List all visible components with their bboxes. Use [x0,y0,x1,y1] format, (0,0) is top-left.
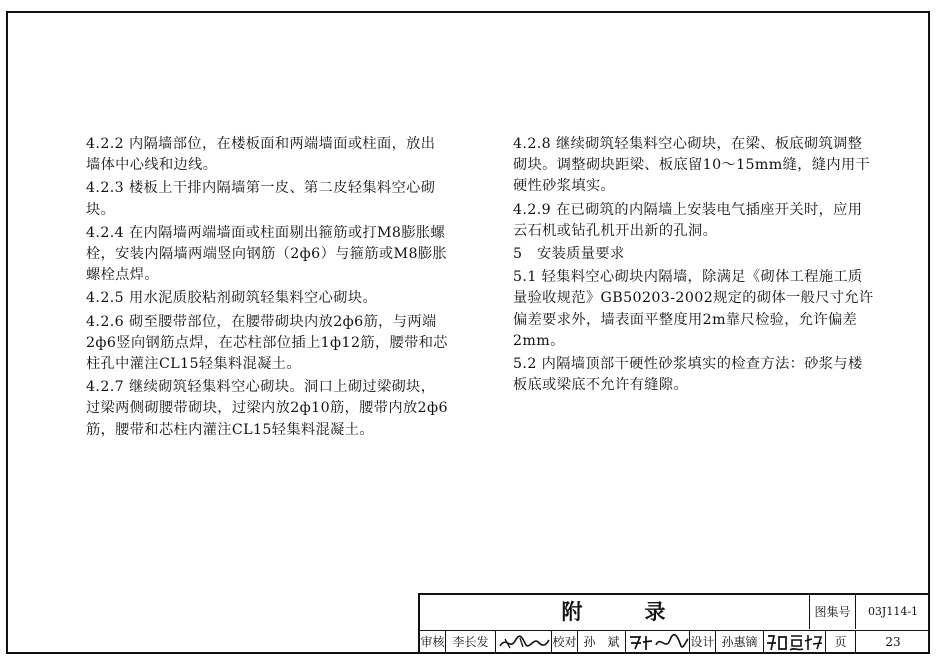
checker-name: 孙 斌 [578,631,626,654]
paragraph-4-2-5: 4.2.5 用水泥质胶粘剂砌筑轻集料空心砌块。 [86,290,377,307]
atlas-number-label: 图集号 [810,595,856,629]
atlas-number: 03J114-1 [867,605,919,618]
paragraph-4-2-9: 4.2.9 在已砌筑的内隔墙上安装电气插座开关时，应用云石机或钻孔机开出新的孔洞。 [513,201,863,239]
review-label: 审核 [420,631,446,654]
right-text-column [513,134,875,398]
paragraph-4-2-7: 4.2.7 继续砌筑轻集料空心砌块。洞口上砌过梁砌块，过梁两侧砌腰带砌块，过梁内放2ф10筋，腰带内放2ф6筋，腰带和芯柱内灌注CL15轻集料混凝土。 [86,379,448,438]
check-label: 校对 [552,631,578,654]
paragraph-4-2-4: 4.2.4 在内隔墙两端墙面或柱面剔出箍筋或打M8膨胀螺栓，安装内隔墙两端竖向钢筋（2ф6）与箍筋或M8膨胀螺栓点焊。 [86,224,448,284]
left-text-column [86,134,448,443]
checker-signature [626,631,690,654]
design-label: 设计 [690,631,716,654]
paragraph-5-1: 5.1 轻集料空心砌块内隔墙，除满足《砌体工程施工质量验收规范》GB50203-2002规定的砌体一般尺寸允许偏差要求外，墙表面平整度用2m靠尺检验，允许偏差2mm。 [513,269,874,349]
paragraph-5-2: 5.2 内隔墙顶部干硬性砂浆填实的检查方法：砂浆与楼板底或梁底不允许有缝隙。 [513,356,863,394]
page-number: 23 [885,635,901,649]
designer-signature [764,631,826,654]
reviewer-name: 李长发 [446,631,496,654]
page-label: 页 [826,631,856,654]
title-block-header-row [420,595,930,631]
paragraph-4-2-8: 4.2.8 继续砌筑轻集料空心砌块，在梁、板底砌筑调整砌块。调整砌块距梁、板底留10～15mm缝，缝内用干硬性砂浆填实。 [513,136,871,195]
drawing-title: 附录 [420,595,810,629]
reviewer-signature [496,631,552,654]
designer-name: 孙惠镝 [716,631,764,654]
paragraph-4-2-3: 4.2.3 楼板上干排内隔墙第一皮、第二皮轻集料空心砌块。 [86,180,436,218]
paragraph-4-2-2: 4.2.2 内隔墙部位，在楼板面和两端墙面或柱面，放出墙体中心线和边线。 [86,136,436,174]
title-block-signature-row [420,631,930,654]
title-block [418,593,930,654]
section-heading-5: 5 安装质量要求 [513,246,625,263]
paragraph-4-2-6: 4.2.6 砌至腰带部位，在腰带砌块内放2ф6筋，与两端2ф6竖向钢筋点焊，在芯柱部位插上1ф12筋，腰带和芯柱孔中灌注CL15轻集料混凝土。 [86,313,448,373]
